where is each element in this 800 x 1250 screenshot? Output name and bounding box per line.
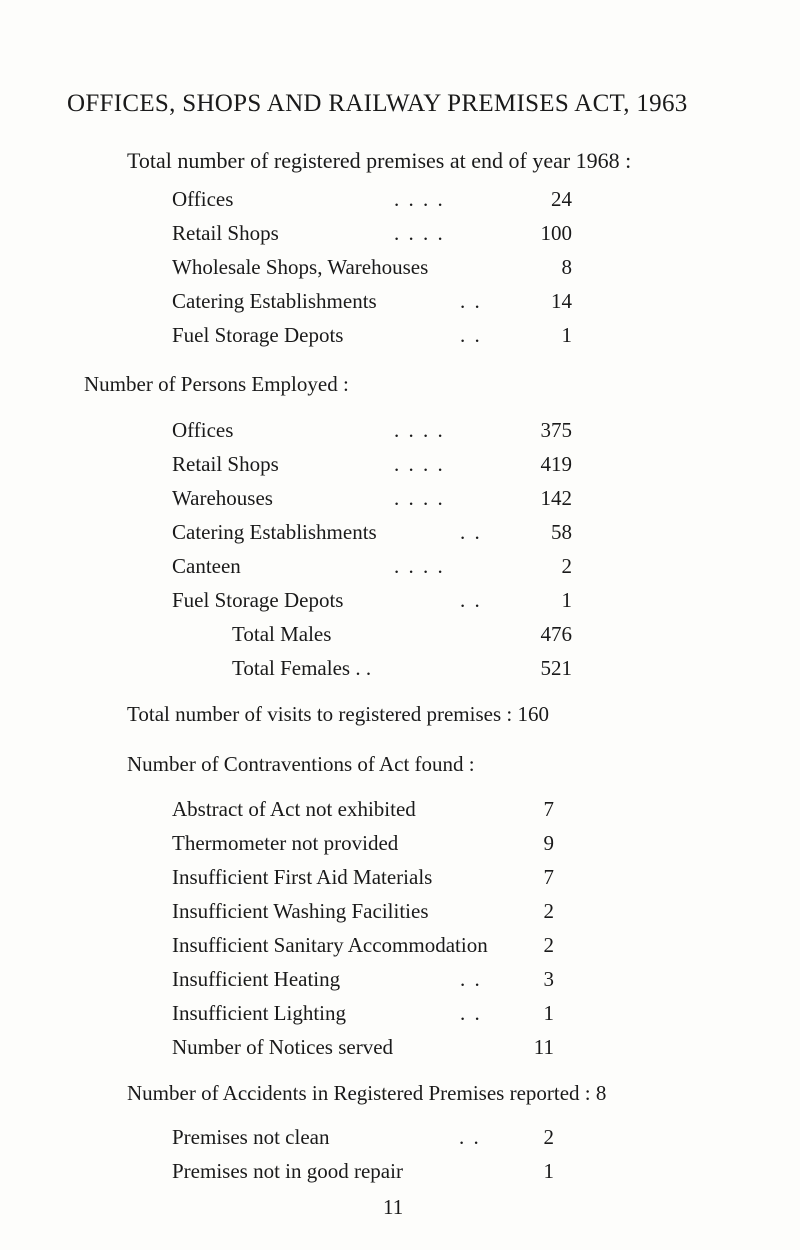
leader-dots: . . . . [394, 452, 445, 476]
row-label: Offices [172, 187, 234, 211]
row-value: 142 [540, 486, 572, 510]
row-value: 7 [543, 865, 554, 889]
row-value: 2 [543, 899, 554, 923]
total-males-value: 476 [540, 622, 572, 646]
row-value: 100 [540, 221, 572, 245]
row-label: Fuel Storage Depots [172, 323, 344, 347]
contravention-row [172, 899, 592, 929]
accident-row [172, 1159, 592, 1189]
row-label: Fuel Storage Depots [172, 588, 344, 612]
accidents-heading: Number of Accidents in Registered Premises reported : 8 [127, 1081, 607, 1105]
row-label: Number of Notices served [172, 1035, 394, 1059]
row-label: Abstract of Act not exhibited [172, 797, 416, 821]
leader-dots: . . [460, 967, 482, 991]
leader-dots: . . [460, 1001, 482, 1025]
row-value: 8 [561, 255, 572, 279]
page-title: OFFICES, SHOPS AND RAILWAY PREMISES ACT, 1963 [67, 90, 688, 117]
accident-row [172, 1125, 592, 1155]
leader-dots: . . [460, 323, 482, 347]
leader-dots: . . . . [394, 221, 445, 245]
leader-dots: . . [460, 588, 482, 612]
leader-dots: . . . . [394, 418, 445, 442]
row-value: 1 [561, 588, 572, 612]
leader-dots: . . . . [394, 486, 445, 510]
row-value: 375 [540, 418, 572, 442]
contravention-row [172, 967, 592, 997]
contravention-row [172, 797, 592, 827]
row-label: Insufficient Sanitary Accommodation [172, 933, 488, 957]
row-label: Offices [172, 418, 234, 442]
leader-dots: . . [459, 1125, 481, 1149]
row-value: 1 [543, 1001, 554, 1025]
row-label: Premises not in good repair [172, 1159, 403, 1183]
employed-heading: Number of Persons Employed : [84, 372, 349, 396]
row-label: Wholesale Shops, Warehouses [172, 255, 429, 279]
row-label: Catering Establishments [172, 520, 377, 544]
contravention-row [172, 1001, 592, 1031]
row-value: 58 [551, 520, 572, 544]
registered-row [172, 255, 592, 285]
contravention-row [172, 933, 592, 963]
visits-total: Total number of visits to registered premises : 160 [127, 702, 549, 726]
row-value: 3 [543, 967, 554, 991]
employed-row [172, 418, 592, 448]
row-label: Warehouses [172, 486, 273, 510]
row-label: Retail Shops [172, 452, 279, 476]
row-value: 2 [543, 933, 554, 957]
registered-row [172, 323, 592, 353]
contravention-row [172, 831, 592, 861]
total-males-row [172, 622, 592, 652]
row-value: 7 [543, 797, 554, 821]
row-label: Insufficient Heating [172, 967, 341, 991]
row-label: Insufficient First Aid Materials [172, 865, 433, 889]
row-value: 9 [543, 831, 554, 855]
row-value: 2 [543, 1125, 554, 1149]
row-value: 14 [551, 289, 572, 313]
registered-row [172, 187, 592, 217]
employed-row [172, 588, 592, 618]
leader-dots: . . . . [394, 554, 445, 578]
contravention-row [172, 1035, 592, 1065]
leader-dots: . . . . [394, 187, 445, 211]
row-value: 11 [533, 1035, 554, 1059]
employed-row [172, 452, 592, 482]
registered-heading: Total number of registered premises at end of year 1968 : [127, 148, 632, 173]
row-value: 2 [561, 554, 572, 578]
row-label: Insufficient Washing Facilities [172, 899, 429, 923]
total-females-value: 521 [540, 656, 572, 680]
leader-dots: . . [460, 520, 482, 544]
total-males-label: Total Males [232, 622, 332, 646]
row-label: Retail Shops [172, 221, 279, 245]
row-value: 419 [540, 452, 572, 476]
row-label: Thermometer not provided [172, 831, 399, 855]
employed-row [172, 520, 592, 550]
total-females-row [172, 656, 592, 686]
total-females-label: Total Females . . [232, 656, 372, 680]
contraventions-heading: Number of Contraventions of Act found : [127, 752, 475, 776]
registered-row [172, 221, 592, 251]
employed-row [172, 554, 592, 584]
row-value: 1 [543, 1159, 554, 1183]
row-label: Insufficient Lighting [172, 1001, 346, 1025]
contravention-row [172, 865, 592, 895]
row-value: 24 [551, 187, 572, 211]
leader-dots: . . [460, 289, 482, 313]
row-value: 1 [561, 323, 572, 347]
registered-row [172, 289, 592, 319]
page-number: 11 [383, 1195, 404, 1219]
row-label: Canteen [172, 554, 241, 578]
employed-row [172, 486, 592, 516]
row-label: Catering Establishments [172, 289, 377, 313]
row-label: Premises not clean [172, 1125, 330, 1149]
